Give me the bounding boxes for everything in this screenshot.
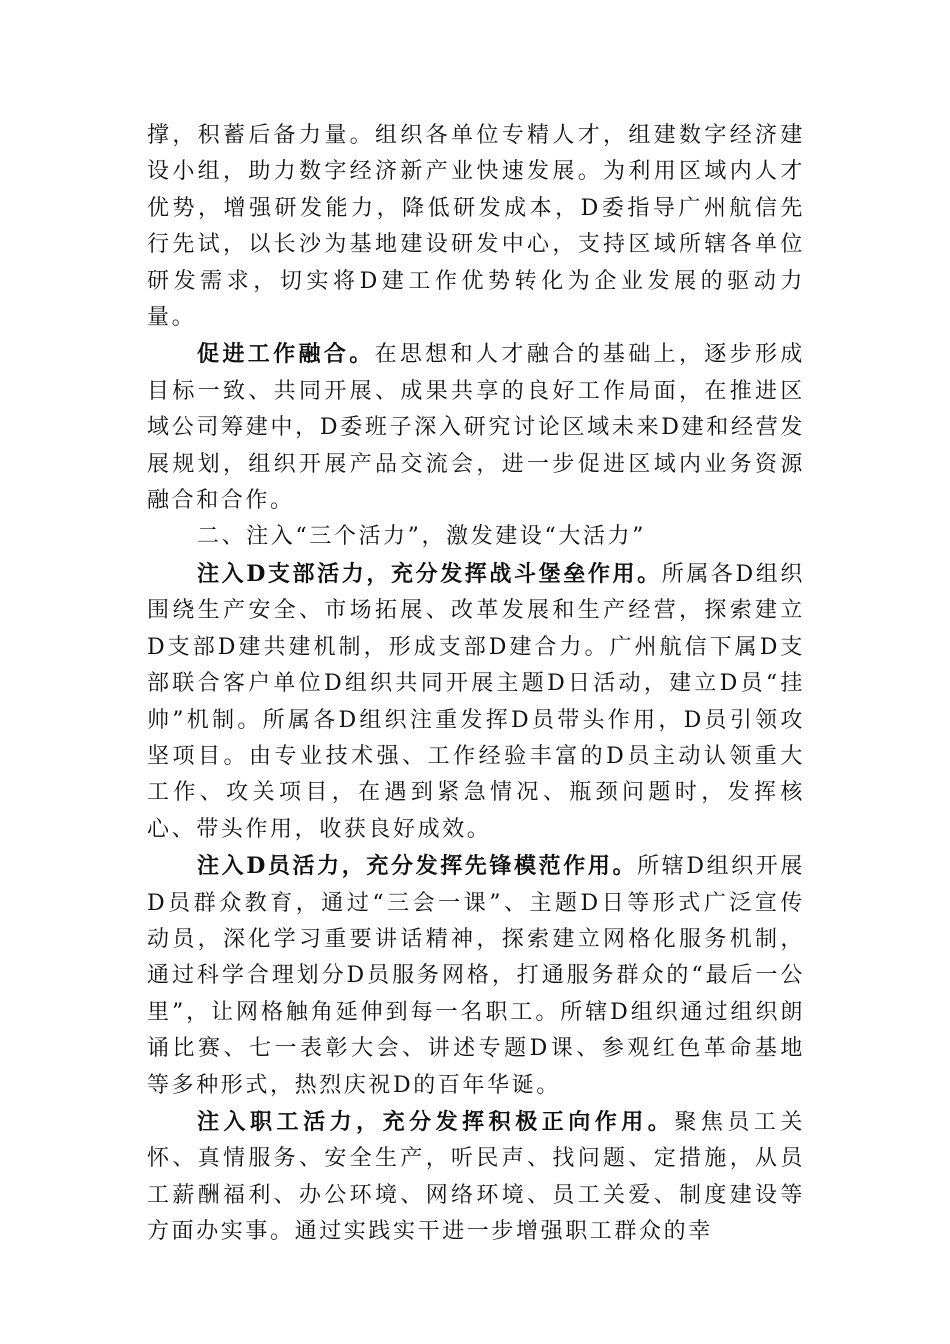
paragraph-text: 聚焦员工关怀、真情服务、安全生产，听民声、找问题、定措施，从员工薪酬福利、办公环境、网络环境、员工关爱、制度建设等方面办实事。通过实践实干进一步增强职工群众的幸 — [147, 1109, 805, 1245]
paragraph-branch-vitality — [147, 556, 805, 848]
paragraph-staff-vitality — [147, 1104, 805, 1251]
paragraph-text: 在思想和人才融合的基础上，逐步形成目标一致、共同开展、成果共享的良好工作局面，在推进区域公司筹建中，D委班子深入研究讨论区域未来D建和经营发展规划，组织开展产品交流会，进一步促进区域内业务资源融合和合作。 — [147, 342, 806, 514]
paragraph-text: 所辖D组织开展D员群众教育，通过“三会一课”、主题D日等形式广泛宣传动员，深化学习重要讲话精神，探索建立网格化服务机制，通过科学合理划分D员服务网格，打通服务群众的“最后一公里”，让网格触角延伸到每一名职工。所辖D组织通过组织朗诵比赛、七一表彰大会、讲述专题D课、参观红色革命基地等多种形式，热烈庆祝D的百年华诞。 — [147, 854, 805, 1098]
paragraph-text: 所属各D组织围绕生产安全、市场拓展、改革发展和生产经营，探索建立D支部D建共建机制，形成支部D建合力。广州航信下属D支部联合客户单位D组织共同开展主题D日活动，建立D员“挂帅”机制。所属各D组织注重发挥D员带头作用，D员引领攻坚项目。由专业技术强、工作经验丰富的D员主动认领重大工作、攻关项目，在遇到紧急情况、瓶颈问题时，发挥核心、带头作用，收获良好成效。 — [147, 561, 805, 842]
paragraph-continuation — [147, 118, 805, 336]
paragraph-member-vitality — [147, 848, 805, 1104]
paragraph-lead: 注入D员活力，充分发挥先锋模范作用。 — [197, 853, 638, 880]
paragraph-lead: 促进工作融合。 — [197, 341, 375, 368]
document-body — [147, 118, 805, 1251]
paragraph-lead: 注入D支部活力，充分发挥战斗堡垒作用。 — [197, 560, 662, 587]
paragraph-work-integration — [147, 336, 805, 519]
section-heading: 二、注入“三个活力”，激发建设“大活力” — [197, 524, 646, 550]
paragraph-lead: 注入职工活力，充分发挥积极正向作用。 — [197, 1108, 675, 1135]
paragraph-text: 撑，积蓄后备力量。组织各单位专精人才，组建数字经济建设小组，助力数字经济新产业快速发展。为利用区域内人才优势，增强研发能力，降低研发成本，D委指导广州航信先行先试，以长沙为基地建设研发中心，支持区域所辖各单位研发需求，切实将D建工作优势转化为企业发展的驱动力量。 — [147, 123, 805, 331]
